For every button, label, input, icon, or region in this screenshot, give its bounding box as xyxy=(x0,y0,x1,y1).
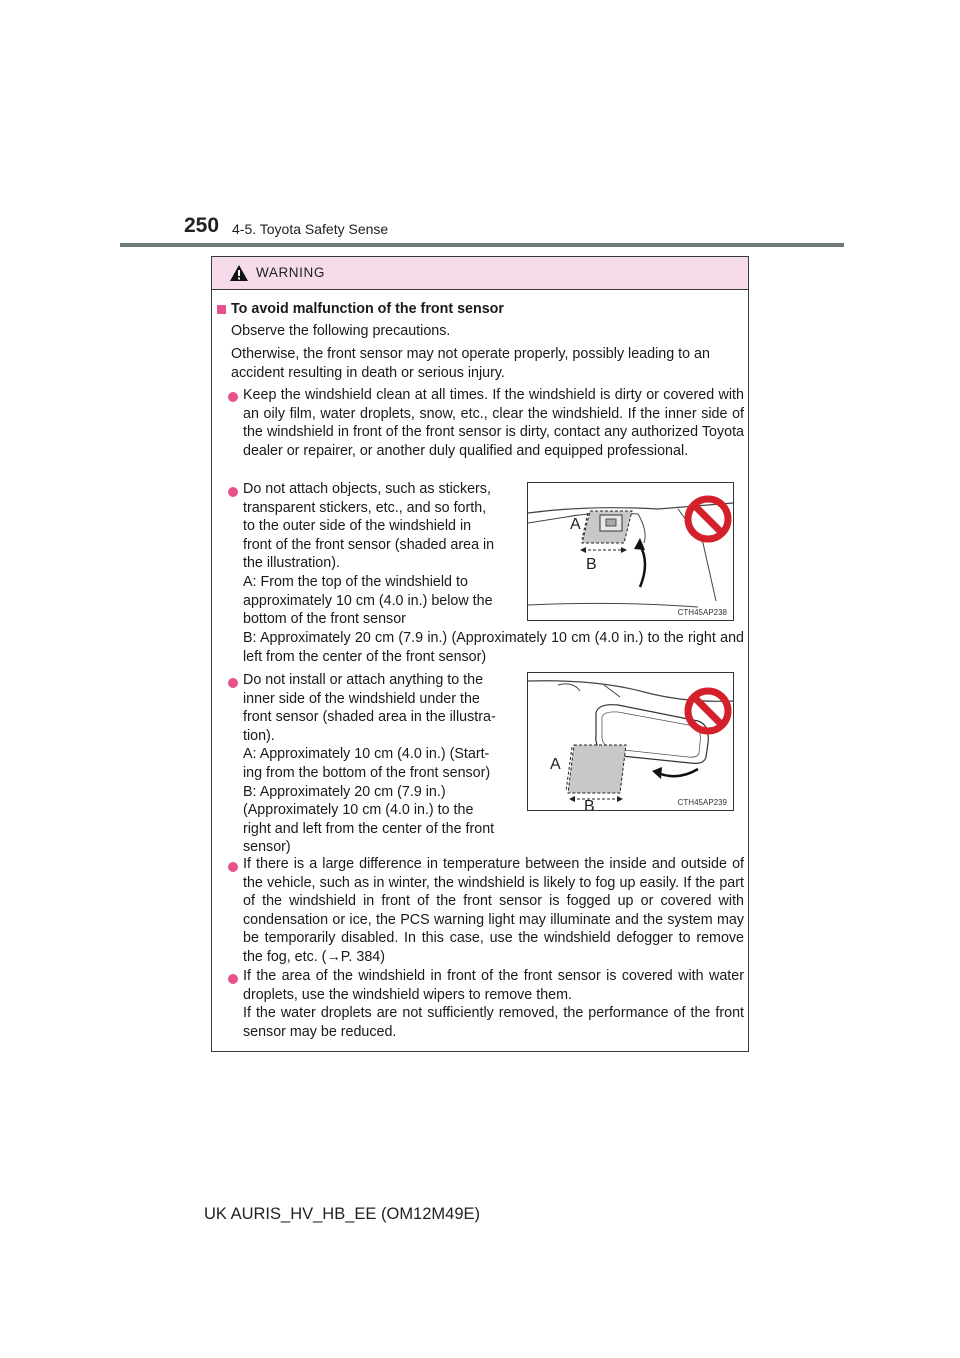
windshield-inner-drawing xyxy=(528,673,733,810)
label-b: B xyxy=(586,556,597,573)
bullet-dot-icon xyxy=(228,487,238,497)
text-line: transparent stickers, etc., and so forth, xyxy=(243,499,487,516)
bullet-fog: If there is a large difference in temperature between the inside and outside of the vehicle, such as in winter, the windshield is likely to fog up easily. If the part of the windshield in front of the front sensor is fogged up or covered with condensation or ice, the PCS warning light may illuminate and the system may be temporarily disabled. In this case, use the windshield defogger to remove the fog, etc. (→P. 384) xyxy=(243,856,744,965)
figure-code: CTH45AP239 xyxy=(677,798,727,807)
section-title: 4-5. Toyota Safety Sense xyxy=(232,221,389,237)
square-bullet-icon xyxy=(217,305,226,314)
warning-heading: To avoid malfunction of the front sensor xyxy=(231,301,504,317)
text-line: right and left from the center of the front xyxy=(243,820,495,837)
water-droplets-text: If the area of the windshield in front of the front sensor is covered with water droplets, use the windshield wipers to remove them. xyxy=(243,968,744,1003)
figure-code: CTH45AP238 xyxy=(677,608,727,617)
warning-content xyxy=(212,289,748,1051)
text-line: ing from the bottom of the front sensor) xyxy=(243,764,491,781)
text-line: to the outer side of the windshield in xyxy=(243,518,472,535)
footer-model-code: UK AURIS_HV_HB_EE (OM12M49E) xyxy=(204,1205,481,1223)
water-droplets-note: If the water droplets are not sufficiently removed, the performance of the front sensor may be reduced. xyxy=(243,1005,744,1040)
text-line: approximately 10 cm (4.0 in.) below the xyxy=(243,592,493,609)
header-divider xyxy=(120,243,844,247)
text-line: B: Approximately 20 cm (7.9 in.) xyxy=(243,783,446,800)
warning-title: WARNING xyxy=(256,265,325,280)
text-line: Do not attach objects, such as stickers, xyxy=(243,481,491,497)
text-line: inner side of the windshield under the xyxy=(243,690,480,707)
page-number: 250 xyxy=(184,214,220,237)
bullet-no-stickers xyxy=(243,480,518,629)
intro-consequence: Otherwise, the front sensor may not operate properly, possibly leading to an accident resulting in death or serious injury. xyxy=(231,346,710,381)
label-b: B xyxy=(584,798,595,810)
windshield-outer-drawing xyxy=(528,483,733,620)
bullet-no-inner-attach xyxy=(243,671,518,857)
warning-header xyxy=(212,257,748,290)
bullet-dot-icon xyxy=(228,974,238,984)
text-line: front sensor (shaded area in the illustra- xyxy=(243,709,496,726)
text-line: (Approximately 10 cm (4.0 in.) to the xyxy=(243,802,474,819)
text-line: the illustration). xyxy=(243,555,340,572)
bullet-dot-icon xyxy=(228,392,238,402)
text-line: A: From the top of the windshield to xyxy=(243,573,468,590)
text-line: Do not install or attach anything to the xyxy=(243,672,484,688)
warning-box xyxy=(211,256,749,1052)
intro-text: Observe the following precautions. xyxy=(231,323,451,339)
label-a: A xyxy=(550,756,561,773)
bullet-dot-icon xyxy=(228,862,238,872)
text-line: front of the front sensor (shaded area in xyxy=(243,536,495,553)
label-a: A xyxy=(570,516,581,533)
bullet-dot-icon xyxy=(228,678,238,688)
bullet-water-droplets xyxy=(243,967,744,1041)
windshield-inner-illustration xyxy=(527,672,734,811)
warning-triangle-icon xyxy=(229,264,249,282)
text-line: bottom of the front sensor xyxy=(243,611,406,628)
windshield-outer-illustration xyxy=(527,482,734,621)
bullet-keep-clean: Keep the windshield clean at all times. If the windshield is dirty or covered with an oily film, water droplets, snow, etc., clear the windshield. If the inner side of the windshield in front of the front sensor is dirty, contact any authorized Toyota dealer or repairer, or another duly qualified and equipped professional. xyxy=(243,387,744,459)
text-line: tion). xyxy=(243,727,275,744)
bullet-no-stickers-b: B: Approximately 20 cm (7.9 in.) (Approximately 10 cm (4.0 in.) to the right and left from the center of the front sensor) xyxy=(243,630,744,665)
text-line: sensor) xyxy=(243,839,291,856)
text-line: A: Approximately 10 cm (4.0 in.) (Start- xyxy=(243,746,490,763)
